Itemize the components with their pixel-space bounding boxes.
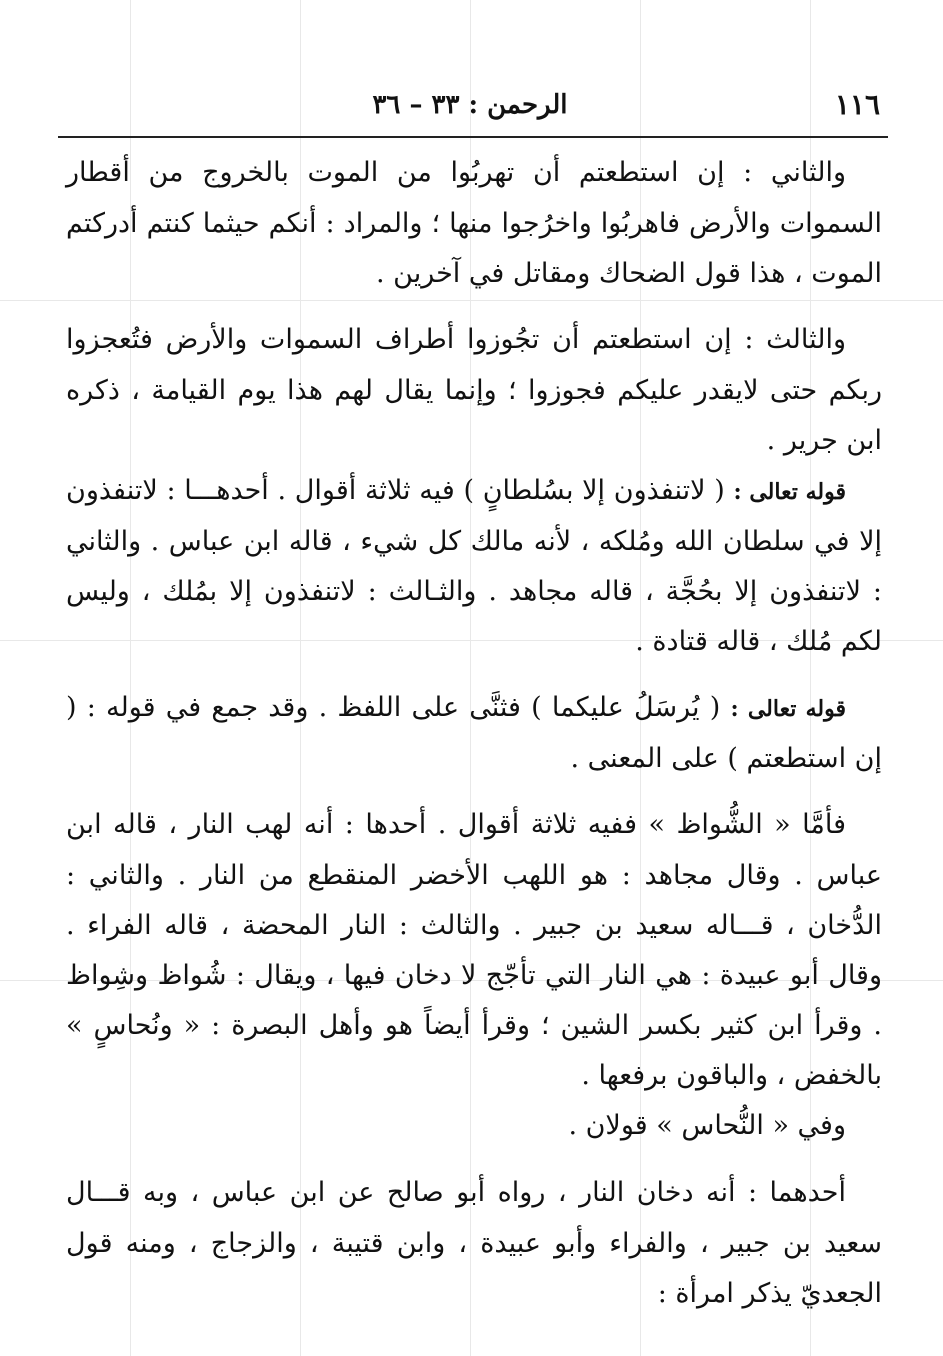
paragraph [66,1101,882,1152]
paragraph-text: والثالث : إن استطعتم أن تجُوزوا أطراف السموات والأرض فتُعجزوا ربكم حتى لايقدر عليكم فجوزوا ؛ وإنما يقال لهم هذا يوم القيامة ، ذكره ابن جرير . [66,324,883,456]
paragraph-lead: قوله تعالى : [733,479,846,505]
paragraph-text: ( يُرسَلُ عليكما ) فثنَّى على اللفظ . وقد جمع في قوله : ( إن استطعتم ) على المعنى . [66,692,882,774]
paragraph [66,315,882,466]
running-title: الرحمن : ٣٣ – ٣٦ [372,90,568,120]
page-header [60,88,880,128]
paragraph-text: أحدهما : أنه دخان النار ، رواه أبو صالح عن ابن عباس ، وبه قـــال سعيد بن جبير ، والفراء وأبو عبيدة ، وابن قتيبة ، والزجاج ، ومنه قول الجعديّ يذكر امرأة : [66,1177,882,1309]
paragraph-lead: قوله تعالى : [730,696,846,722]
paragraph-text: والثاني : إن استطعتم أن تهربُوا من الموت بالخروج من أقطار السموات والأرض فاهربُوا واخرُجوا منها ؛ والمراد : أنكم حيثما كنتم أدركتم الموت ، هذا قول الضحاك ومقاتل في آخرين . [66,157,882,289]
paragraph [66,1168,882,1319]
page-body [66,148,882,1319]
paragraph [66,800,882,1101]
paragraph [66,683,882,784]
header-rule [58,136,888,138]
paragraph [66,466,882,667]
paragraph [66,148,882,299]
page-number: ١١٦ [834,88,880,121]
paragraph-text: فأمَّا « الشُّواظ » ففيه ثلاثة أقوال . أحدها : أنه لهب النار ، قاله ابن عباس . وقال مجاهد : هو اللهب الأخضر المنقطع من النار . والثاني : الدُّخان ، قـــاله سعيد بن جبير . والثالث : النار المحضة ، قاله الفراء . وقال أبو عبيدة : هي النار التي تأجّج لا دخان فيها ، ويقال : شُواظ وشِواظ . وقرأ ابن كثير بكسر الشين ؛ وقرأ أيضاً هو وأهل البصرة : « ونُحاسٍ » بالخفض ، والباقون برفعها . [66,809,882,1091]
paragraph-text: ( لاتنفذون إلا بسُلطانٍ ) فيه ثلاثة أقوال . أحدهـــا : لاتنفذون إلا في سلطان الله ومُلكه ، لأنه مالك كل شيء ، قاله ابن عباس . والثاني : لاتنفذون إلا بحُجَّة ، قاله مجاهد . والثـالث : لاتنفذون إلا بمُلك ، وليس لكم مُلك ، قاله قتادة . [66,475,883,657]
paragraph-text: وفي « النُّحاس » قولان . [568,1110,846,1141]
